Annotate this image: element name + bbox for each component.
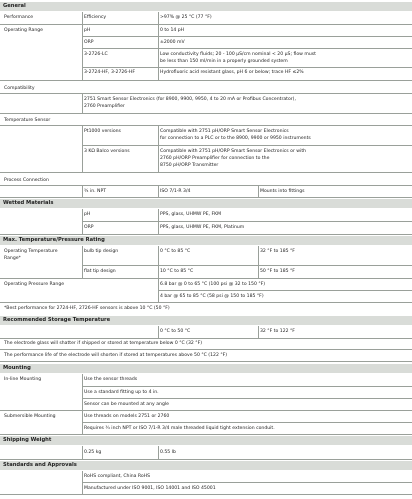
operating-range-label: Operating Range	[4, 28, 43, 33]
performance-value: >97% @ 25 °C (77 °F)	[160, 15, 212, 20]
lc-key: 3-2726-LC	[84, 52, 108, 57]
orp-value: ±2000 mV	[160, 40, 185, 45]
sub-mount-2: Requires ¾ inch NPT or ISO 7/1-R 3/4 male threaded liquid tight extension conduit.	[84, 426, 275, 431]
bulb-tip-celsius: 0 °C to 85 °C	[160, 249, 191, 254]
submersible-mounting-label: Submersible Mounting	[4, 414, 56, 419]
section-title: Wetted Materials	[3, 200, 54, 206]
section-title: Recommended Storage Temperature	[3, 317, 111, 323]
inline-mount-2: Use a standard fitting up to 4 in.	[84, 390, 159, 395]
npt-connection: ¾ in. NPT	[84, 189, 107, 194]
section-header-max-temp	[0, 236, 412, 245]
compatibility-header: Compatibility	[4, 86, 35, 91]
process-connection-header: Process Connection	[4, 178, 49, 183]
section-title: General	[3, 3, 26, 9]
balco-value-1: Compatible with 2751 pH/ORP Smart Sensor Electronics or with	[160, 149, 307, 154]
section-header-shipping	[0, 436, 412, 445]
bulb-tip-key: bulb tip design	[84, 249, 119, 254]
pressure-value-1: 6.8 bar @ 0 to 65 °C (100 psi @ 32 to 150 °F)	[160, 282, 266, 287]
storage-fahrenheit: 32 °F to 122 °F	[260, 329, 295, 334]
pt1000-value-2: for connection to a PLC or to the 8900, 9900 or 9950 instruments	[160, 136, 311, 141]
inline-mount-1: Use the sensor threads	[84, 377, 138, 382]
pt1000-key: Pt1000 versions	[84, 129, 121, 134]
section-header-standards	[0, 461, 412, 470]
compat-line-1: 2751 Smart Sensor Electronics (for 8900, 9900, 9950, 4 to 20 mA or Profibus Concentrator),	[84, 97, 296, 102]
compat-line-2: 2760 Preamplifier	[84, 104, 125, 109]
op-temp-label-2: Range*	[4, 256, 21, 261]
weight-kg: 0.25 kg	[84, 450, 102, 455]
section-header-wetted	[0, 199, 412, 208]
fitting-mount: Mounts into fittings	[260, 189, 305, 194]
bulb-tip-fahrenheit: 32 °F to 185 °F	[260, 249, 295, 254]
wetted-orp-key: ORP	[84, 225, 94, 230]
orp-key: ORP	[84, 40, 94, 45]
lc-value-1: Low conductivity fluids; 20 - 100 μS/cm nominal < 20 μS; flow must	[160, 52, 316, 57]
temperature-footnote: *Best performance for 2724-HF, 2726-HF sensors is above 10 °C (50 °F)	[4, 306, 170, 311]
ph-value: 0 to 14 pH	[160, 28, 185, 33]
balco-value-2: 2760 pH/ORP Preamplifier for connection to the	[160, 156, 270, 161]
inline-mount-3: Sensor can be mounted at any angle	[84, 402, 169, 407]
hf-value: Hydrofluoric acid resistant glass, pH 6 or below; trace HF ≤2%	[160, 70, 304, 75]
iso-connection: ISO 7/1-R 3/4	[160, 189, 191, 194]
ph-key: pH	[84, 28, 91, 33]
hf-key: 3-2724-HF, 3-2726-HF	[84, 70, 135, 75]
balco-key: 3 KΩ Balco versions	[84, 149, 130, 154]
storage-note-1: The electrode glass will shatter if shipped or stored at temperature below 0 °C (32 °F)	[4, 341, 203, 346]
wetted-ph-key: pH	[84, 212, 91, 217]
lc-value-2: be less than 150 ml/min in a properly grounded system	[160, 59, 288, 64]
sub-mount-1: Use threads on models 2751 or 2760	[84, 414, 170, 419]
flat-tip-celsius: 10 °C to 85 °C	[160, 269, 194, 274]
inline-mounting-label: In-line Mounting	[4, 377, 42, 382]
wetted-orp-value: PPS, glass, UHMW PE, FKM, Platinum	[160, 225, 245, 230]
standards-line-2: Manufactured under ISO 9001, ISO 14001 and ISO 45001	[84, 486, 216, 491]
performance-key: Efficiency	[84, 15, 107, 20]
standards-line-1: RoHS compliant, China RoHS	[84, 474, 151, 479]
section-title: Max. Temperature/Pressure Rating	[3, 237, 105, 243]
performance-label: Performance	[4, 15, 34, 20]
pressure-value-2: 4 bar @ 65 to 85 °C (58 psi @ 150 to 185 °F)	[160, 294, 264, 299]
op-temp-label-1: Operating Temperature	[4, 249, 58, 254]
section-header-mounting	[0, 364, 412, 373]
section-header-general	[0, 2, 412, 11]
pt1000-value-1: Compatible with 2751 pH/ORP Smart Sensor Electronics	[160, 129, 289, 134]
wetted-ph-value: PPS, glass, UHMW PE, FKM	[160, 212, 222, 217]
temperature-sensor-header: Temperature Sensor	[4, 118, 51, 123]
flat-tip-fahrenheit: 50 °F to 185 °F	[260, 269, 295, 274]
pressure-label: Operating Pressure Range	[4, 282, 65, 287]
storage-note-2: The performance life of the electrode will shorten if stored at temperatures above 50 °C (122 °F)	[4, 353, 228, 358]
flat-tip-key: flat tip design	[84, 269, 116, 274]
storage-celsius: 0 °C to 50 °C	[160, 329, 191, 334]
section-header-storage	[0, 316, 412, 325]
section-title: Shipping Weight	[3, 437, 52, 443]
balco-value-3: 8750 pH/ORP Transmitter	[160, 163, 219, 168]
section-title: Standards and Approvals	[3, 462, 77, 468]
weight-lb: 0.55 lb	[160, 450, 176, 455]
section-title: Mounting	[3, 365, 31, 371]
